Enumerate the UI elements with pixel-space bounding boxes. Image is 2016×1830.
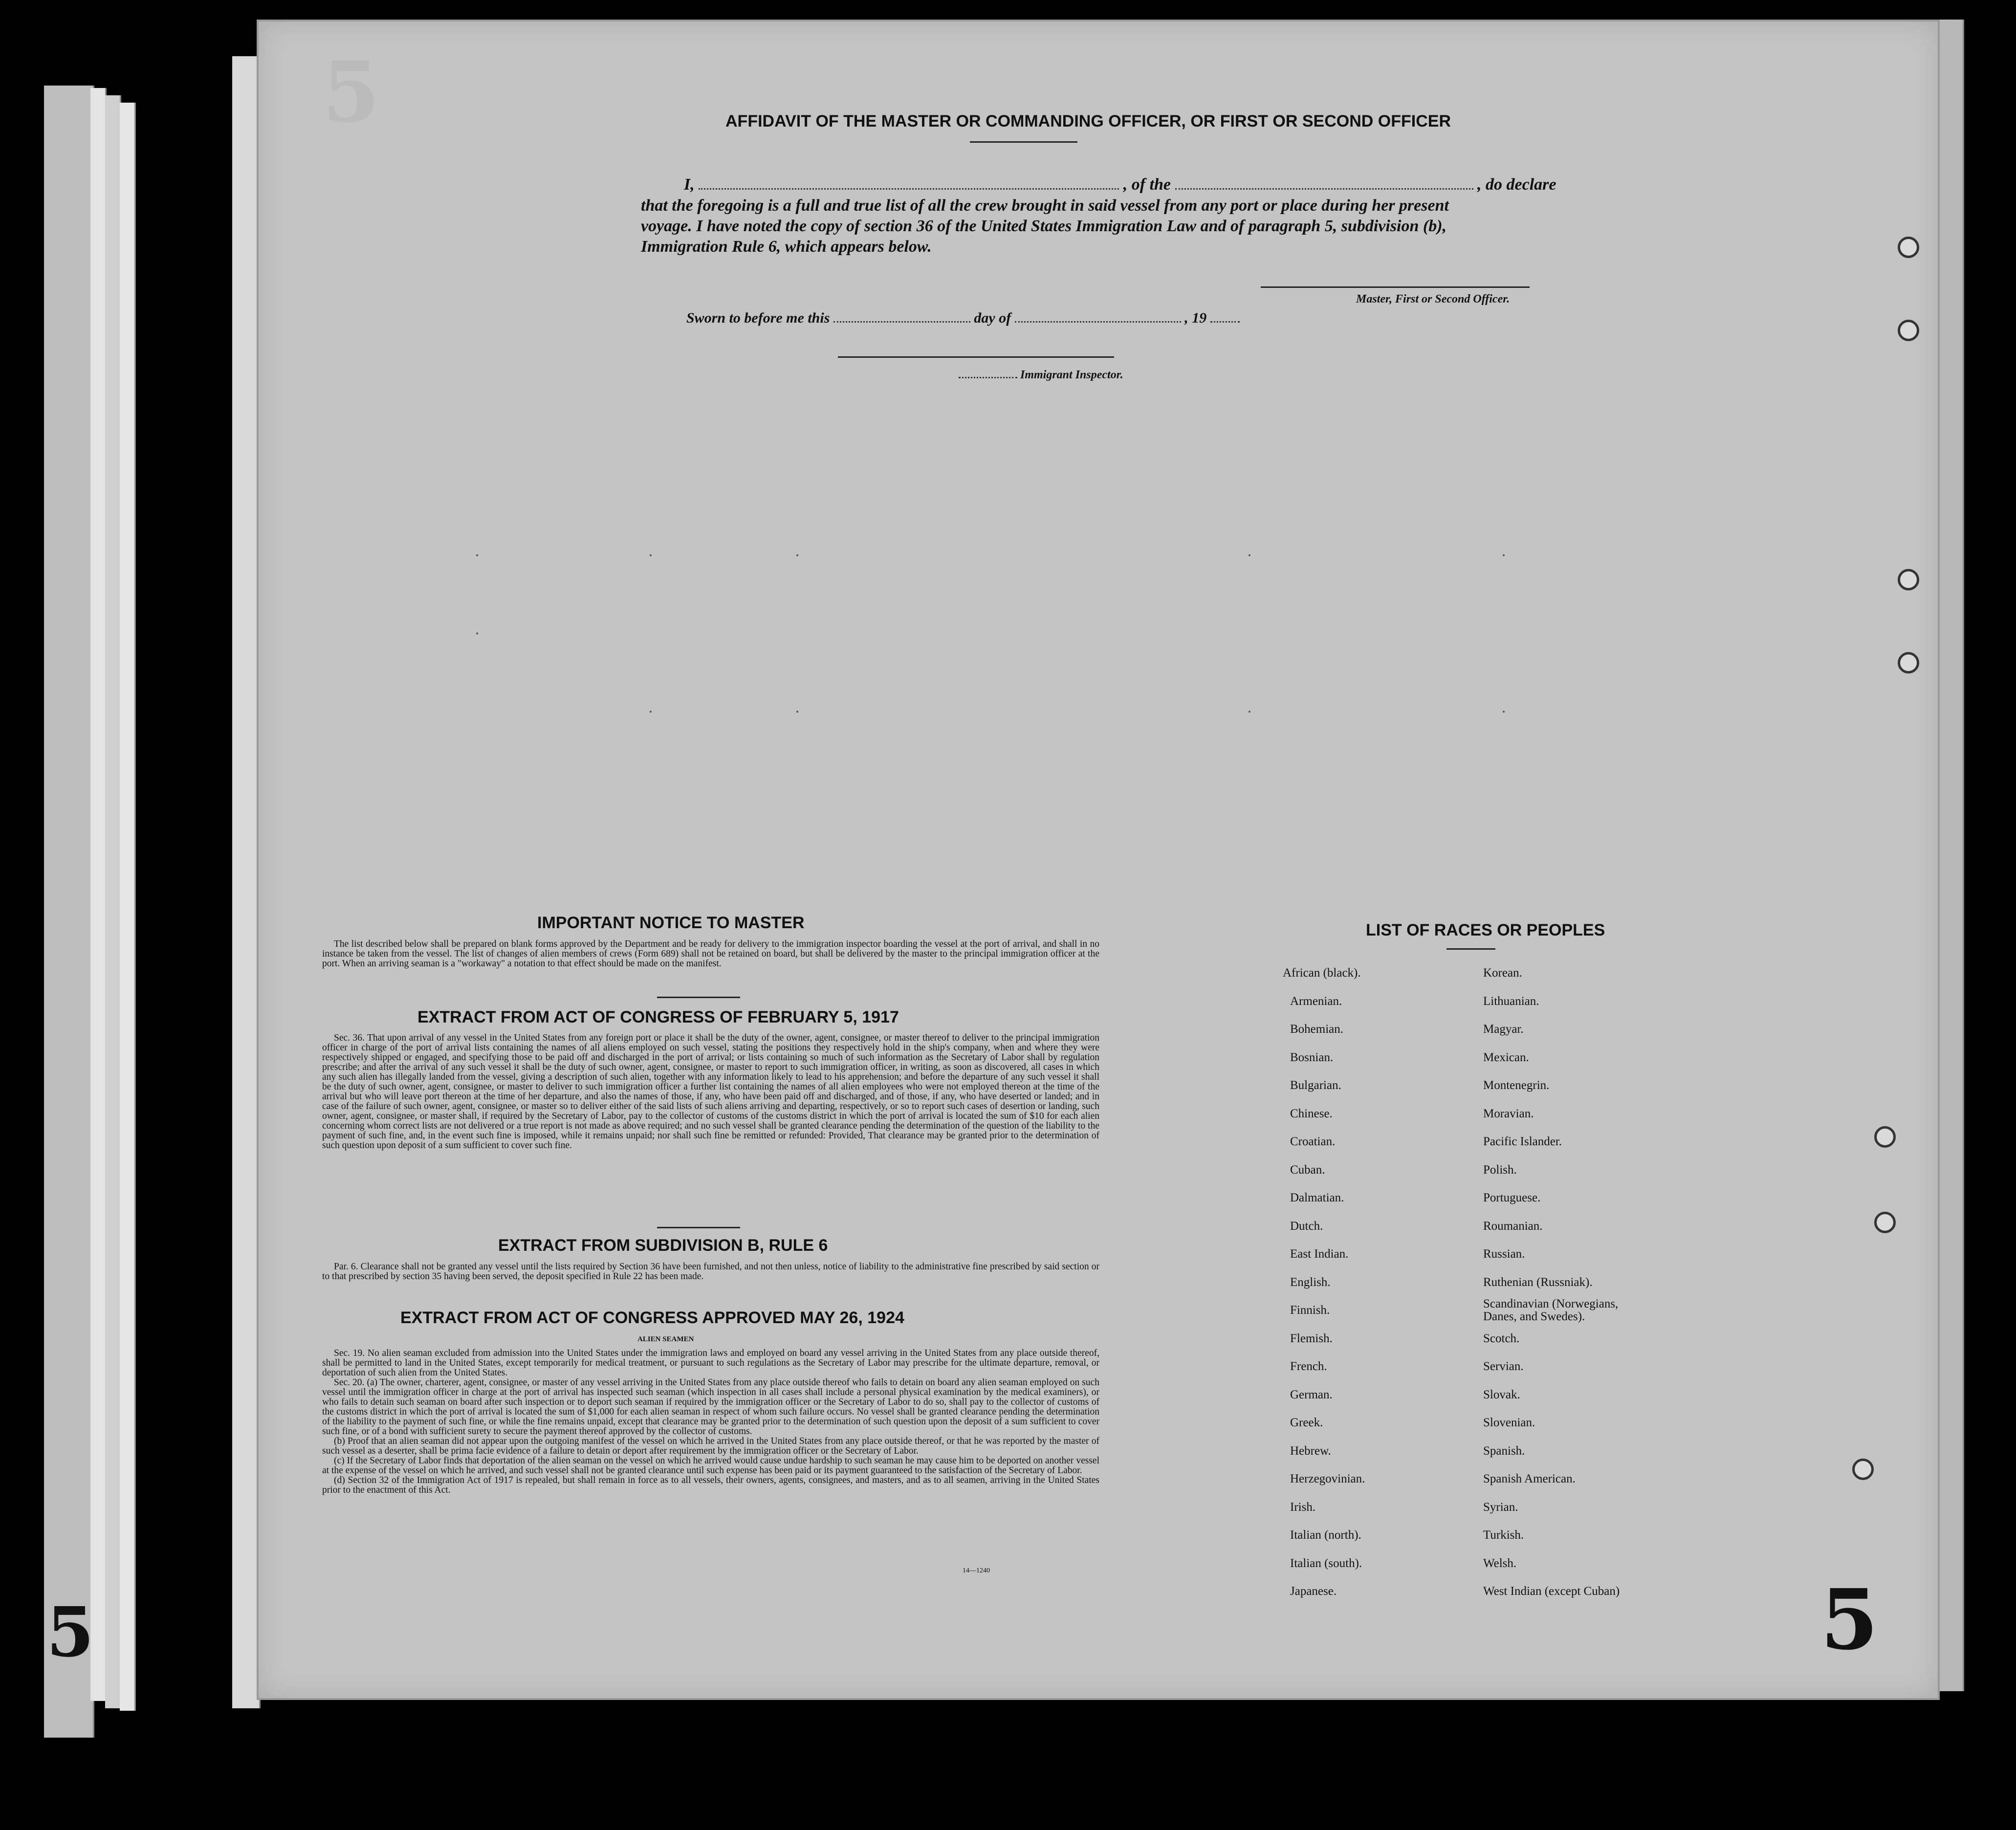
sworn-day-of: day of <box>974 310 1011 326</box>
inspector-label <box>959 369 1123 382</box>
race-item: Chinese. <box>1290 1107 1333 1120</box>
notice-body <box>322 939 1099 969</box>
column-dot <box>1503 554 1505 556</box>
sworn-day-blank <box>833 321 970 323</box>
race-item: West Indian (except Cuban) <box>1483 1585 1620 1598</box>
sworn-year-blank <box>1210 321 1240 323</box>
inspector-blank <box>959 377 1017 378</box>
column-dot <box>476 632 478 634</box>
section-rule <box>657 997 740 998</box>
race-item: Slovak. <box>1483 1388 1520 1401</box>
race-item: East Indian. <box>1290 1247 1349 1261</box>
race-item: Spanish American. <box>1483 1472 1576 1485</box>
binder-hole <box>1874 1126 1896 1148</box>
extract-rule6-title: EXTRACT FROM SUBDIVISION B, RULE 6 <box>498 1236 828 1255</box>
extract-1924-sec20a: Sec. 20. (a) The owner, charterer, agent, consignee, or master of any vessel arriving in the United States from any place outside thereof who fails to detain on board any alien seaman employed on such vessel until the immigration officer in charge at the port of arrival has inspected such seaman (which inspection in all cases shall include a personal physical examination by the medical examiners), or who fails to detain such seaman on board after such inspection or to deport such seaman if required by the immigration officer or the Secretary of Labor to do so, shall pay to the collector of customs of the customs district in which the port of arrival is located the sum of $1,000 for each alien seaman in respect of whom such failure occurs. No vessel shall be granted clearance pending the determination of the liability to the payment of such fine, or while the fine remains unpaid, except that clearance may be granted prior to the determination of such question upon the deposit of a sum sufficient to cover such fine, or of a bond with sufficient surety to secure the payment thereof approved by the collector of customs. <box>322 1377 1099 1437</box>
page-number-stamp-top: 5 <box>322 44 380 141</box>
column-dot <box>1249 554 1250 556</box>
race-item: Moravian. <box>1483 1107 1534 1120</box>
races-title-rule <box>1446 948 1495 950</box>
notice-title: IMPORTANT NOTICE TO MASTER <box>537 914 805 932</box>
race-item: Montenegrin. <box>1483 1079 1550 1092</box>
page-number-stamp-bottom: 5 <box>1820 1571 1879 1669</box>
extract-1924-subtitle: ALIEN SEAMEN <box>637 1335 694 1343</box>
extract-1924-sec19: Sec. 19. No alien seaman excluded from admission into the United States under the immigration laws and employed on board any vessel arriving in the United States from any place outside thereof, shall be permitted to land in the United States, except temporarily for medical treatment, or pursuant to such regulations as the Secretary of Labor may prescribe for the ultimate departure, removal, or deportation of such alien from the United States. <box>322 1348 1099 1378</box>
binder-hole <box>1898 237 1919 258</box>
race-item: Magyar. <box>1483 1023 1524 1036</box>
race-item: Dalmatian. <box>1290 1191 1344 1204</box>
extract-1924-body <box>322 1349 1099 1495</box>
sworn-year: , 19 <box>1184 310 1207 326</box>
extract-1917-title: EXTRACT FROM ACT OF CONGRESS OF FEBRUARY 5, 1917 <box>417 1008 899 1026</box>
race-item: Flemish. <box>1290 1331 1333 1345</box>
affidavit-of-the: , of the <box>1123 175 1171 194</box>
races-title: LIST OF RACES OR PEOPLES <box>1366 921 1605 939</box>
race-item: Lithuanian. <box>1483 994 1539 1008</box>
race-item: Bohemian. <box>1290 1023 1344 1036</box>
race-item: Irish. <box>1290 1500 1316 1514</box>
manifest-page <box>257 20 1940 1700</box>
race-item: German. <box>1290 1388 1333 1401</box>
extract-1924-sec20d: (d) Section 32 of the Immigration Act of 1917 is repealed, but shall remain in force as to all vessels, their owners, agents, consignees, and masters, and as to all seamen, arriving in the United States prior to the enactment of this Act. <box>322 1475 1099 1495</box>
extract-rule6-body <box>322 1262 1099 1282</box>
race-item: Italian (south). <box>1290 1556 1362 1570</box>
race-item: Hebrew. <box>1290 1444 1331 1458</box>
affidavit-line-2: that the foregoing is a full and true list of all the crew brought in said vessel from any port or place during her present <box>641 196 1449 215</box>
binder-hole <box>1898 569 1919 590</box>
column-dot <box>796 554 798 556</box>
race-item: Welsh. <box>1483 1556 1517 1570</box>
race-item: Portuguese. <box>1483 1191 1541 1204</box>
affidavit-line-3: voyage. I have noted the copy of section 36 of the United States Immigration Law and of paragraph 5, subdivision (b), <box>641 217 1447 235</box>
race-item: Turkish. <box>1483 1528 1524 1542</box>
race-item: Scotch. <box>1483 1331 1520 1345</box>
race-item: Polish. <box>1483 1163 1517 1176</box>
inspector-signature-line <box>838 356 1114 358</box>
stacked-page-edge <box>90 88 107 1701</box>
column-dot <box>796 711 798 713</box>
signature-line <box>1261 286 1530 288</box>
binder-hole <box>1852 1459 1874 1480</box>
sworn-prefix: Sworn to before me this <box>686 310 830 326</box>
extract-1924-title: EXTRACT FROM ACT OF CONGRESS APPROVED MAY 26, 1924 <box>400 1308 904 1327</box>
binder-hole <box>1898 652 1919 674</box>
race-item: Syrian. <box>1483 1500 1518 1514</box>
section-rule <box>657 1227 740 1228</box>
race-item: African (black). <box>1283 966 1361 980</box>
affidavit-line-4: Immigration Rule 6, which appears below. <box>641 238 932 256</box>
race-item: Roumanian. <box>1483 1219 1543 1233</box>
column-dot <box>650 554 652 556</box>
race-item: Italian (north). <box>1290 1528 1361 1542</box>
race-item: Croatian. <box>1290 1135 1336 1148</box>
column-dot <box>1503 711 1505 713</box>
race-item: Russian. <box>1483 1247 1525 1261</box>
column-dot <box>650 711 652 713</box>
signature-label: Master, First or Second Officer. <box>1356 293 1510 305</box>
affidavit-title-rule <box>970 141 1077 143</box>
race-item: Armenian. <box>1290 994 1342 1008</box>
inspector-label-text: Immigrant Inspector. <box>1020 369 1123 381</box>
affidavit-do-declare: , do declare <box>1477 175 1556 194</box>
race-item: Dutch. <box>1290 1219 1323 1233</box>
stacked-page-edge <box>120 103 136 1711</box>
race-item: Korean. <box>1483 966 1522 980</box>
affidavit-i: I, <box>684 175 695 194</box>
column-dot <box>1249 711 1250 713</box>
race-item: Finnish. <box>1290 1304 1330 1317</box>
binder-hole <box>1874 1212 1896 1233</box>
name-blank <box>699 188 1119 190</box>
extract-1924-sec20c: (c) If the Secretary of Labor finds that deportation of the alien seaman on the vessel on which he arrived would cause undue hardship to such seaman he may cause him to be deported on another vessel at the expense of the vessel on which he arrived, and such vessel shall not be granted clearance until such expense has been paid or its payment guaranteed to the satisfaction of the Secretary of Labor. <box>322 1456 1099 1476</box>
form-number: 14—1240 <box>963 1567 990 1574</box>
race-item: Servian. <box>1483 1360 1524 1373</box>
race-item: Japanese. <box>1290 1585 1337 1598</box>
race-item: Slovenian. <box>1483 1416 1535 1429</box>
race-item: Herzegovinian. <box>1290 1472 1365 1485</box>
race-item: Scandinavian (Norwegians, Danes, and Swedes). <box>1483 1297 1619 1323</box>
race-item: French. <box>1290 1360 1327 1373</box>
extract-1924-sec20b: (b) Proof that an alien seaman did not appear upon the outgoing manifest of the vessel on which he arrived in the United States from any place outside thereof, or that he was reported by the master of such vessel as a deserter, shall be prima facie evidence of a failure to detain or deport after requirement by the immigration officer or the Secretary of Labor. <box>322 1436 1099 1456</box>
stack-page-number: 5 <box>46 1592 94 1673</box>
stacked-page-edge <box>105 95 121 1708</box>
column-dot <box>476 554 478 556</box>
extract-1917-body <box>322 1033 1099 1151</box>
notice-body-text: The list described below shall be prepared on blank forms approved by the Department and be ready for delivery to the immigration inspector boarding the vessel at the port of arrival, and shall in no instance be taken from the vessel. The list of changes of alien members of crews (Form 689) shall not be retained on board, but shall be delivered by the master to the principal immigration officer at the port. When an arriving seaman is a "workaway" a notation to that effect should be made on the manifest. <box>322 939 1099 969</box>
race-item: Pacific Islander. <box>1483 1135 1562 1148</box>
race-item: Bosnian. <box>1290 1050 1334 1064</box>
extract-rule6-text: Par. 6. Clearance shall not be granted any vessel until the lists required by Section 36 have been furnished, and not then unless, notice of liability to the administrative fine prescribed by said section or to that prescribed by section 35 having been served, the deposit specified in Rule 22 has been made. <box>322 1262 1099 1282</box>
extract-1917-text: Sec. 36. That upon arrival of any vessel in the United States from any foreign port or place it shall be the duty of the owner, agent, consignee, or master thereof to deliver to the principal immigration officer in charge of the port of arrival lists containing the names of all aliens employed on such vessel, stating the positions they respectively hold in the ship's company, when and where they were respectively shipped or engaged, and specifying those to be paid off and discharged in the port of arrival; or lists containing so much of such information as the Secretary of Labor shall by regulation prescribe; and after the arrival of any such vessel it shall be the duty of such owner, agent, consignee, or master to report to such immigration officer, in writing, as soon as discovered, all cases in which any such alien has illegally landed from the vessel, giving a description of such alien, together with any information likely to lead to his apprehension; and before the departure of any such vessel it shall be the duty of such owner, agent, consignee, or master to deliver to such immigration officer a further list containing the names of all alien employees who were not employed thereon at the time of the arrival but who will leave port thereon at the time of her departure, and also the names of those, if any, who have been paid off and discharged, and of those, if any, who have deserted or landed; and in case of the failure of such owner, agent, consignee, or master so to deliver either of the said lists of such aliens arriving and departing, respectively, or so to report such cases of desertion or landing, such owner, agent, consignee, or master shall, if required by the Secretary of Labor, pay to the collector of customs of the customs district in which the port of arrival is located the sum of $10 for each alien concerning whom correct lists are not delivered or a true report is not made as above required; and no such vessel shall be granted clearance pending the determination of the question of the liability to the payment of such fine, and, in the event such fine is imposed, while it remains unpaid; nor shall such fine be remitted or refunded: Provided, That clearance may be granted prior to the determination of such question upon deposit of a sum sufficient to cover such fine. <box>322 1033 1099 1151</box>
race-item: Greek. <box>1290 1416 1323 1429</box>
race-item: English. <box>1290 1275 1331 1289</box>
affidavit-title: AFFIDAVIT OF THE MASTER OR COMMANDING OFFICER, OR FIRST OR SECOND OFFICER <box>725 112 1451 131</box>
sworn-line <box>686 310 1240 327</box>
affidavit-declaration-line <box>684 175 1556 194</box>
race-item: Bulgarian. <box>1290 1079 1341 1092</box>
vessel-blank <box>1175 188 1473 190</box>
sworn-month-blank <box>1015 321 1181 323</box>
binder-hole <box>1898 320 1919 341</box>
race-item: Cuban. <box>1290 1163 1325 1176</box>
race-item: Ruthenian (Russniak). <box>1483 1275 1593 1289</box>
stacked-page-edge <box>44 86 94 1738</box>
race-item: Mexican. <box>1483 1050 1529 1064</box>
race-item: Spanish. <box>1483 1444 1525 1458</box>
